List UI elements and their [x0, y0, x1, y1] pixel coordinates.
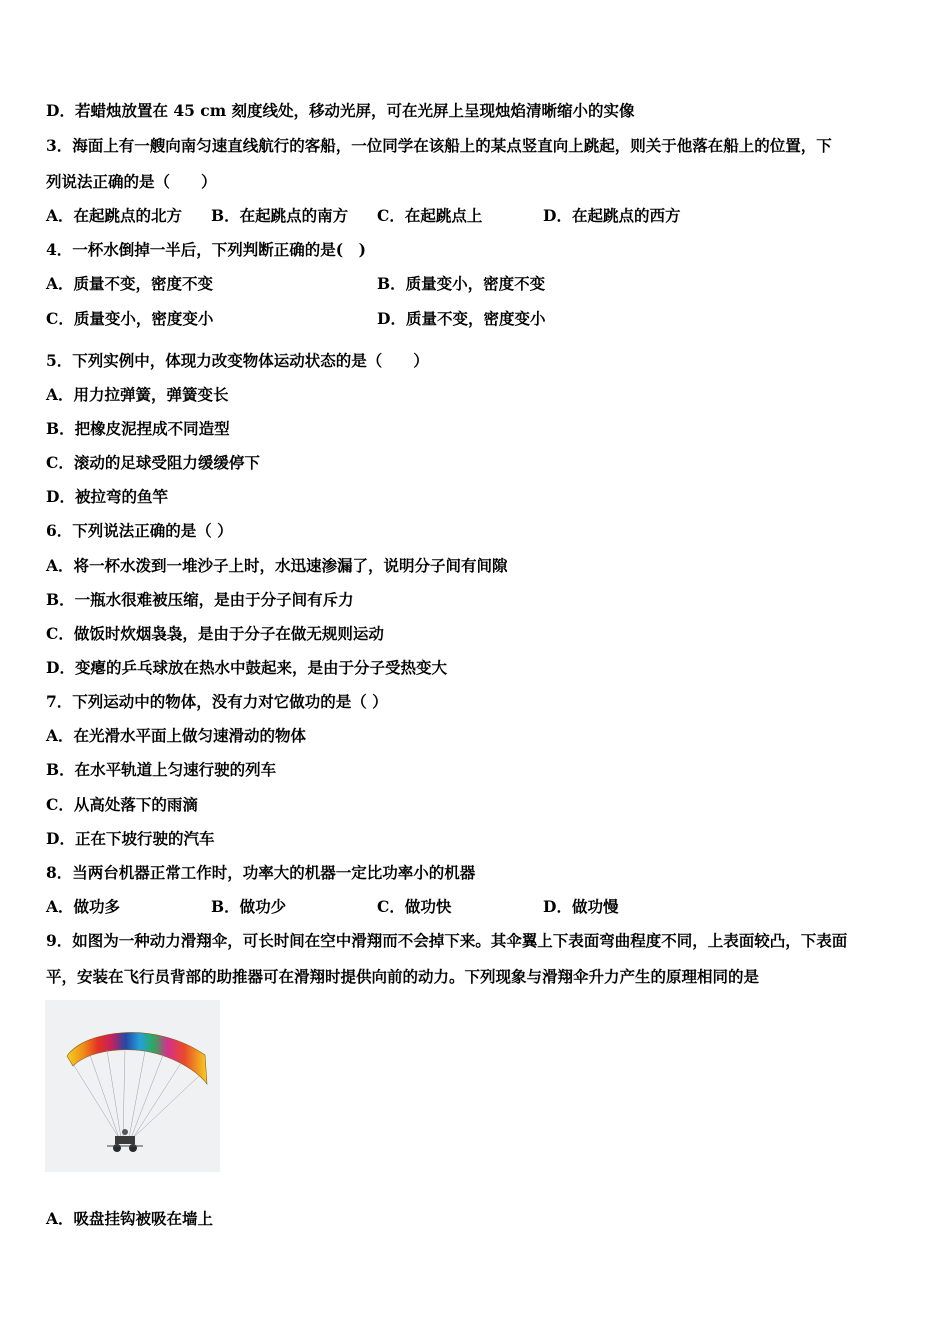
q7-option-b: B．在水平轨道上匀速行驶的列车 [46, 760, 277, 779]
q3-option-a: A．在起跳点的北方 [46, 206, 183, 225]
q3-option-d: D．在起跳点的西方 [543, 206, 681, 225]
q8-option-c: C．做功快 [377, 897, 452, 916]
q9-stem-line1: 9．如图为一种动力滑翔伞，可长时间在空中滑翔而不会掉下来。其伞翼上下表面弯曲程度不同，上表面较凸，下表面 [46, 931, 848, 950]
q6-option-c: C．做饭时炊烟袅袅，是由于分子在做无规则运动 [46, 624, 384, 643]
q6-option-d: D．变瘪的乒乓球放在热水中鼓起来，是由于分子受热变大 [46, 658, 447, 677]
q4-option-d: D．质量不变，密度变小 [377, 309, 546, 328]
q7-stem: 7．下列运动中的物体，没有力对它做功的是（ ） [46, 692, 388, 711]
q5-stem: 5．下列实例中，体现力改变物体运动状态的是（ ） [46, 351, 429, 370]
q7-option-c: C．从高处落下的雨滴 [46, 795, 198, 814]
q6-option-b: B．一瓶水很难被压缩，是由于分子间有斥力 [46, 590, 354, 609]
q8-option-a: A．做功多 [46, 897, 121, 916]
q9-option-a: A．吸盘挂钩被吸在墙上 [46, 1209, 214, 1228]
q3-stem-line2: 列说法正确的是（ ） [46, 172, 217, 191]
q3-option-c: C．在起跳点上 [377, 206, 483, 225]
q3-option-b: B．在起跳点的南方 [211, 206, 349, 225]
q3-stem-line1: 3．海面上有一艘向南匀速直线航行的客船，一位同学在该船上的某点竖直向上跳起，则关于他落在船上的位置，下 [46, 136, 832, 155]
q5-option-d: D．被拉弯的鱼竿 [46, 487, 168, 506]
q4-option-c: C．质量变小，密度变小 [46, 309, 214, 328]
q8-option-d: D．做功慢 [543, 897, 619, 916]
paraglider-image [45, 1000, 220, 1172]
q5-option-b: B．把橡皮泥捏成不同造型 [46, 419, 230, 438]
paraglider-figure [45, 1000, 220, 1172]
q4-option-a: A．质量不变，密度不变 [46, 274, 214, 293]
q5-option-c: C．滚动的足球受阻力缓缓停下 [46, 453, 260, 472]
q4-stem: 4．一杯水倒掉一半后，下列判断正确的是( ) [46, 240, 366, 259]
q5-option-a: A．用力拉弹簧，弹簧变长 [46, 385, 229, 404]
q8-option-b: B．做功少 [211, 897, 287, 916]
q6-stem: 6．下列说法正确的是（ ） [46, 521, 233, 540]
q9-stem-line2: 平，安装在飞行员背部的助推器可在滑翔时提供向前的动力。下列现象与滑翔伞升力产生的原理相同的是 [46, 967, 760, 986]
q6-option-a: A．将一杯水泼到一堆沙子上时，水迅速渗漏了，说明分子间有间隙 [46, 556, 508, 575]
q4-option-b: B．质量变小，密度不变 [377, 274, 546, 293]
q8-stem: 8．当两台机器正常工作时，功率大的机器一定比功率小的机器 [46, 863, 476, 882]
q7-option-d: D．正在下坡行驶的汽车 [46, 829, 215, 848]
q2-option-d: D．若蜡烛放置在 45 cm 刻度线处，移动光屏，可在光屏上呈现烛焰清晰缩小的实像 [46, 101, 635, 120]
q7-option-a: A．在光滑水平面上做匀速滑动的物体 [46, 726, 307, 745]
